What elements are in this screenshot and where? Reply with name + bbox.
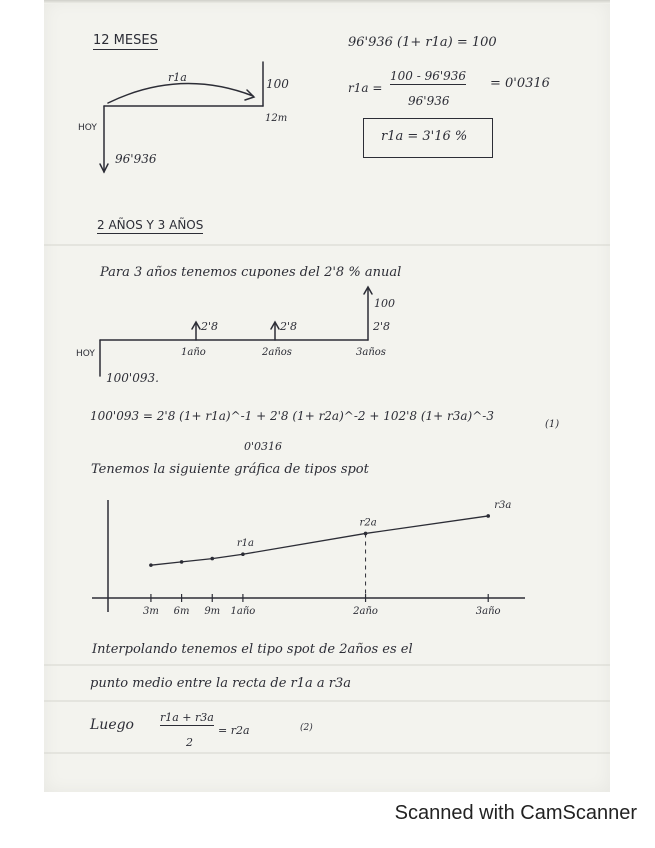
fraction-numerator: 100 - 96'936 (390, 69, 467, 83)
interp-denominator: 2 (186, 736, 193, 749)
equation-number-2: (2) (300, 723, 313, 733)
hoy-label-2: HOY (76, 349, 95, 359)
coupon-1: 2'8 (201, 320, 219, 333)
x-tick-label-0: 3m (142, 606, 159, 617)
fraction-result: = 0'0316 (490, 76, 550, 91)
price-2: 100'093. (106, 371, 159, 385)
spot-point-3 (241, 552, 245, 556)
heading-2-3-anos: 2 AÑOS Y 3 AÑOS (97, 218, 204, 232)
equation-main: 96'936 (1+ r1a) = 100 (348, 35, 497, 50)
x-tick-label-5: 3año (475, 606, 501, 617)
footer-text: Scanned with CamScanner (394, 802, 637, 824)
r1a-substitution: 0'0316 (244, 440, 283, 453)
x-tick-label-3: 1año (230, 606, 256, 617)
spot-point-label-3: r1a (236, 538, 255, 550)
boxed-result: r1a = 3'16 % (381, 129, 468, 144)
fraction-lhs: r1a = (348, 81, 383, 95)
spot-point-0 (149, 563, 153, 567)
time-3y: 3años (356, 347, 386, 358)
coupon-2: 2'8 (280, 320, 298, 333)
fraction-denominator: 96'936 (408, 94, 450, 108)
spot-point-label-4: r2a (359, 517, 377, 529)
rate-arc-label: r1a (168, 71, 187, 84)
coupon-statement: Para 3 años tenemos cupones del 2'8 % anual (100, 265, 402, 280)
hoy-label-1: HOY (78, 123, 97, 133)
interp-line-1: Interpolando tenemos el tipo spot de 2años es el (92, 642, 413, 657)
luego-label: Luego (90, 717, 134, 733)
pricing-equation: 100'093 = 2'8 (1+ r1a)^-1 + 2'8 (1+ r2a)^-2 + 102'8 (1+ r3a)^-3 (90, 409, 494, 423)
face-value: 100 (266, 77, 289, 91)
graph-intro: Tenemos la siguiente gráfica de tipos spot (91, 462, 369, 477)
t3-face: 100 (374, 297, 395, 310)
x-tick-label-1: 6m (173, 606, 190, 617)
interp-line-2: punto medio entre la recta de r1a a r3a (90, 676, 352, 691)
rate-arc (108, 84, 253, 103)
time-12m: 12m (265, 113, 288, 124)
spot-point-label-5: r3a (494, 499, 512, 511)
interp-numerator: r1a + r3a (160, 711, 214, 724)
time-2y: 2años (262, 347, 292, 358)
heading-12-meses: 12 MESES (93, 33, 158, 48)
equation-number-1: (1) (545, 419, 560, 430)
camscanner-footer (0, 802, 655, 825)
spot-point-5 (486, 514, 490, 518)
spot-curve (151, 516, 488, 565)
time-1y: 1año (181, 347, 206, 358)
spot-point-1 (180, 560, 184, 564)
x-tick-label-2: 9m (204, 606, 221, 617)
x-tick-label-4: 2año (353, 606, 378, 617)
coupon-3: 2'8 (373, 320, 391, 333)
spot-rate-chart (143, 500, 511, 617)
chart-axes (92, 500, 525, 612)
spot-point-2 (210, 557, 214, 561)
price-1: 96'936 (115, 152, 157, 166)
interp-rhs: = r2a (218, 724, 250, 737)
